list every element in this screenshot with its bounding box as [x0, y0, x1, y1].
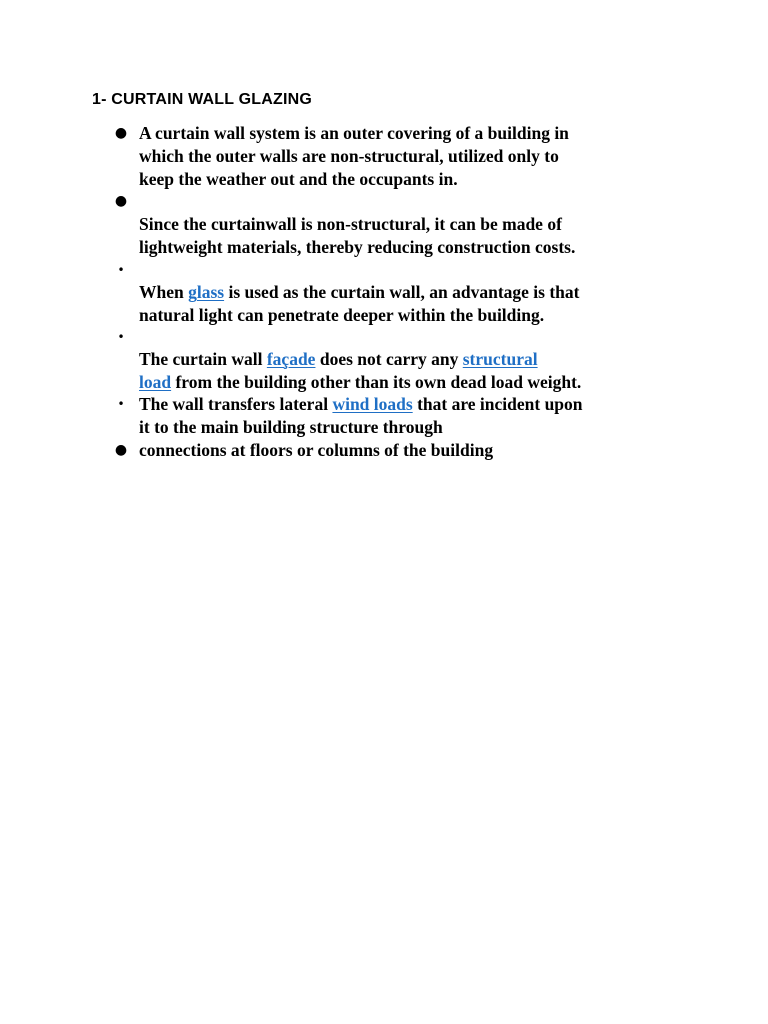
text-line: it to the main building structure through — [139, 417, 443, 437]
structural-load-link[interactable]: structural — [462, 349, 538, 369]
text-line: natural light can penetrate deeper within the building. — [139, 305, 545, 325]
glass-link[interactable]: glass — [188, 282, 225, 302]
bullet-icon: • — [117, 330, 125, 344]
list-item-text — [139, 348, 679, 394]
text-line — [139, 393, 679, 416]
text-line — [139, 371, 679, 394]
text-line: connections at floors or columns of the building — [139, 440, 494, 460]
bullet-icon: • — [117, 263, 125, 277]
list-item-text — [139, 439, 679, 462]
section-heading: 1- CURTAIN WALL GLAZING — [92, 91, 312, 108]
structural-load-link[interactable]: load — [139, 372, 172, 392]
text-segment: that are incident upon — [412, 394, 583, 414]
bullet-icon: ● — [114, 125, 128, 141]
text-line — [139, 281, 679, 304]
wind-loads-link[interactable]: wind loads — [332, 394, 413, 414]
list-item-text — [139, 213, 679, 259]
text-segment: When — [139, 282, 189, 302]
bullet-icon: ● — [114, 442, 128, 458]
text-segment: is used as the curtain wall, an advantage is that — [224, 282, 580, 302]
text-line: lightweight materials, thereby reducing construction costs. — [139, 237, 576, 257]
text-line: Since the curtainwall is non-structural, it can be made of — [139, 214, 562, 234]
text-line: which the outer walls are non-structural, utilized only to — [139, 146, 559, 166]
text-segment: The curtain wall — [139, 349, 267, 369]
text-segment: from the building other than its own dead load weight. — [171, 372, 582, 392]
list-item-text — [139, 281, 679, 327]
list-item-text — [139, 393, 679, 439]
list-item-text — [139, 122, 679, 191]
bullet-icon: • — [117, 397, 125, 411]
text-line: A curtain wall system is an outer covering of a building in — [139, 123, 569, 143]
facade-link[interactable]: façade — [266, 349, 316, 369]
text-line: keep the weather out and the occupants in. — [139, 169, 458, 189]
bullet-icon: ● — [114, 193, 128, 209]
text-segment: does not carry any — [315, 349, 463, 369]
text-segment: The wall transfers lateral — [139, 394, 333, 414]
text-line — [139, 348, 679, 371]
